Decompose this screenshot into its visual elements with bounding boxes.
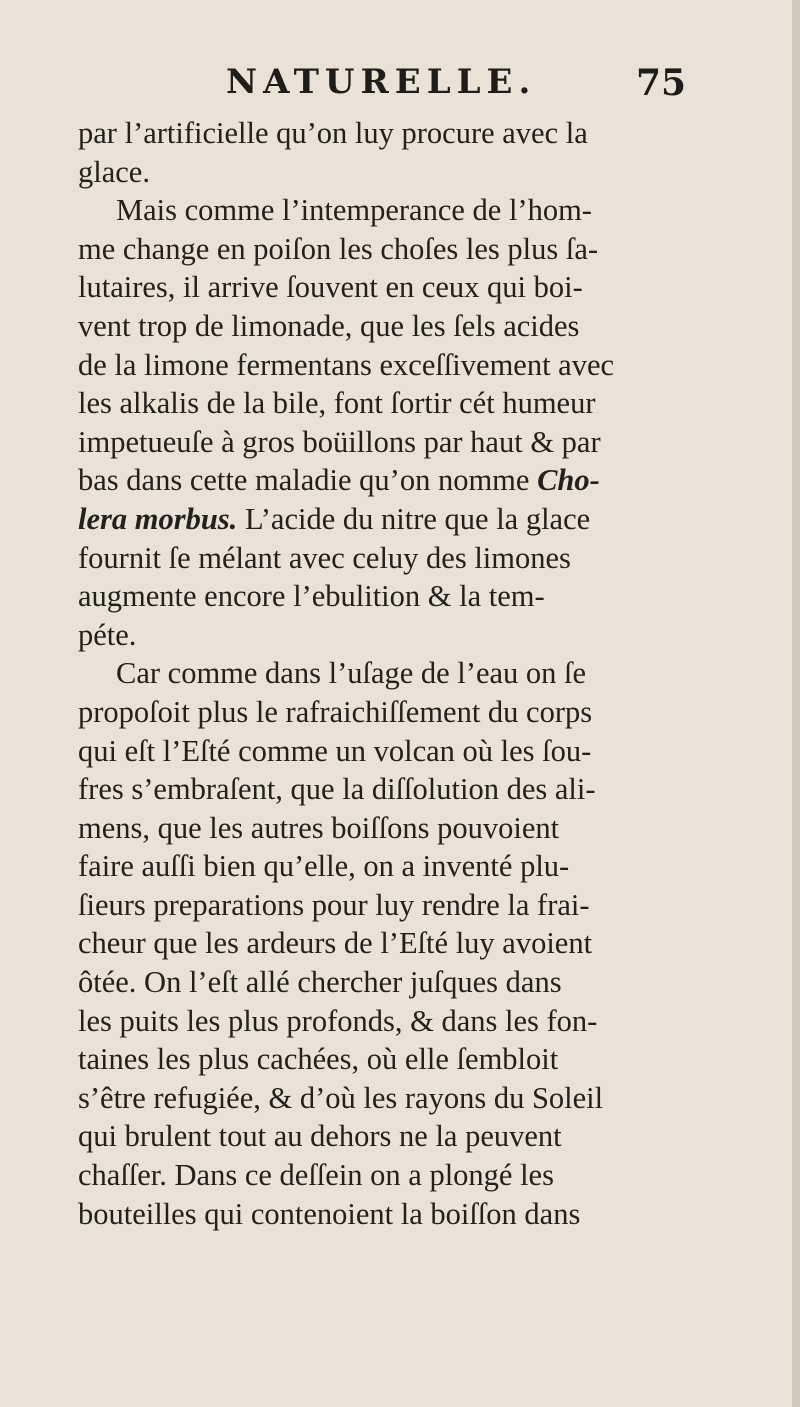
text-line: ôtée. On l’eſt allé chercher juſques dans	[78, 965, 562, 1000]
text-line: les puits les plus profonds, & dans les fon-	[78, 1003, 598, 1038]
text-line: les alkalis de la bile, font ſortir cét humeur	[78, 386, 596, 421]
paragraph-start-line: Car comme dans l’uſage de l’eau on ſe	[116, 656, 587, 691]
text-line: propoſoit plus le rafraichiſſement du corps	[78, 694, 593, 729]
text-line: qui brulent tout au dehors ne la peuvent	[78, 1119, 562, 1154]
text-line: s’être refugiée, & d’où les rayons du Soleil	[78, 1080, 604, 1115]
paragraph-start-line: Mais comme l’intemperance de l’hom-	[116, 193, 592, 228]
text-line: augmente encore l’ebulition & la tem-	[78, 579, 545, 614]
italic-term: Cho-	[537, 463, 600, 498]
text-fragment: L’acide du nitre que la glace	[237, 501, 591, 536]
body-text	[78, 114, 698, 1233]
text-line: me change en poiſon les choſes les plus ſa-	[78, 231, 599, 266]
text-line: qui eſt l’Eſté comme un volcan où les ſou-	[78, 733, 592, 768]
running-title: NATURELLE.	[226, 62, 537, 102]
page-edge	[792, 0, 800, 1407]
text-line: fres s’embraſent, que la diſſolution des ali-	[78, 772, 596, 807]
text-fragment: bas dans cette maladie qu’on nomme	[78, 463, 538, 498]
text-line	[78, 500, 698, 539]
text-line: cheur que les ardeurs de l’Eſté luy avoient	[78, 926, 593, 961]
text-line: ſieurs preparations pour luy rendre la frai-	[78, 887, 590, 922]
text-line: fournit ſe mélant avec celuy des limones	[78, 540, 571, 575]
text-line: taines les plus cachées, où elle ſembloit	[78, 1042, 559, 1077]
page-header	[0, 62, 800, 106]
text-line: de la limone fermentans exceſſivement avec	[78, 347, 615, 382]
italic-term: lera morbus.	[78, 501, 238, 536]
text-line: bouteilles qui contenoient la boiſſon dans	[78, 1196, 581, 1231]
text-line: impetueuſe à gros boüillons par haut & par	[78, 424, 601, 459]
page-number: 75	[636, 62, 687, 104]
text-line: chaſſer. Dans ce deſſein on a plongé les	[78, 1158, 554, 1193]
text-line: glace.	[78, 154, 150, 189]
text-line: lutaires, il arrive ſouvent en ceux qui boi-	[78, 270, 583, 305]
text-line	[78, 461, 698, 500]
text-line: mens, que les autres boiſſons pouvoient	[78, 810, 560, 845]
text-line: par l’artificielle qu’on luy procure avec la	[78, 116, 588, 150]
text-line: péte.	[78, 617, 137, 652]
text-line: vent trop de limonade, que les ſels acides	[78, 308, 580, 343]
text-line: faire auſſi bien qu’elle, on a inventé plu-	[78, 849, 570, 884]
